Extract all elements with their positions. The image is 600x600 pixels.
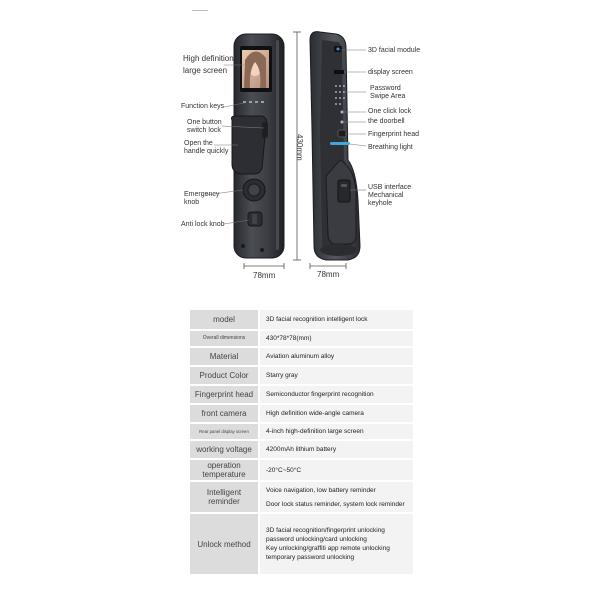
callout-password-line2: Swipe Area: [370, 93, 406, 100]
spec-table: [190, 310, 413, 576]
callout-facial-module: 3D facial module: [368, 47, 421, 54]
callout-one-button-line1: One button: [187, 119, 222, 126]
spec-row-dimensions: [190, 330, 413, 347]
spec-row-temperature: [190, 459, 413, 481]
spec-value: [259, 481, 413, 513]
callout-emergency-line1: Emergency: [184, 191, 220, 198]
callout-breathing-light: Breathing light: [368, 144, 413, 151]
spec-key: Overall dimensions: [190, 330, 259, 347]
callout-emergency-line2: knob: [184, 199, 200, 206]
callout-doorbell: the doorbell: [368, 118, 405, 125]
spec-key: Product Color: [190, 366, 259, 385]
spec-key: Material: [190, 347, 259, 366]
spec-value: [259, 513, 413, 575]
spec-value: High definition wide-angle camera: [259, 404, 413, 423]
dimension-height: 430mm: [295, 134, 304, 161]
spec-key: model: [190, 310, 259, 330]
callout-usb-line1: USB interface: [368, 184, 412, 191]
spec-value: 430*78*78(mm): [259, 330, 413, 347]
spec-key: Rear panel display screen: [190, 423, 259, 440]
callout-display-screen: display screen: [368, 69, 413, 76]
spec-value-line: password unlocking/card unlocking: [266, 536, 367, 543]
spec-key: front camera: [190, 404, 259, 423]
spec-value: Aviation aluminum alloy: [259, 347, 413, 366]
callout-usb-line3: keyhole: [368, 200, 393, 207]
spec-value: -20°C~50°C: [259, 459, 413, 481]
product-illustration: [0, 0, 600, 290]
dimension-width-front: 78mm: [253, 271, 276, 280]
callout-open-handle-line2: handle quickly: [184, 148, 229, 155]
callout-password-line1: Password: [370, 85, 401, 92]
rear-panel-lock: [232, 34, 285, 258]
spec-key: working voltage: [190, 440, 259, 459]
callout-one-button: [187, 119, 222, 135]
spec-value-line: Key unlocking/graffiti app remote unlocking: [266, 545, 390, 552]
spec-row-voltage: [190, 440, 413, 459]
callout-usb-keyhole: [368, 184, 411, 208]
dimension-width-side: 78mm: [317, 270, 340, 279]
callout-anti-lock-knob: Anti lock knob: [181, 221, 225, 228]
spec-row-display: [190, 423, 413, 440]
spec-row-model: [190, 310, 413, 330]
callout-usb-line2: Mechanical: [368, 192, 404, 199]
spec-value-line: 3D facial recognition/fingerprint unlocking: [266, 527, 385, 534]
spec-row-fingerprint: [190, 385, 413, 404]
callout-open-handle: [184, 140, 228, 156]
front-panel-lock: [310, 32, 360, 260]
spec-value: 4-inch high-definition large screen: [259, 423, 413, 440]
callout-open-handle-line1: Open the: [184, 140, 213, 147]
spec-key: Intelligent reminder: [190, 481, 259, 513]
spec-value: Semiconductor fingerprint recognition: [259, 385, 413, 404]
spec-value-line: Door lock status reminder, system lock reminder: [266, 500, 405, 508]
callout-emergency-knob: [184, 191, 219, 207]
callout-hd-screen-line1: High definition: [183, 54, 234, 63]
callout-function-keys: Function keys: [181, 103, 225, 110]
spec-key: Unlock method: [190, 513, 259, 575]
spec-row-unlock: [190, 513, 413, 575]
spec-row-color: [190, 366, 413, 385]
spec-row-reminder: [190, 481, 413, 513]
spec-row-camera: [190, 404, 413, 423]
callout-hd-screen-line2: large screen: [183, 66, 228, 75]
spec-value: 4200mAh lithium battery: [259, 440, 413, 459]
spec-value: 3D facial recognition intelligent lock: [259, 310, 413, 330]
spec-value: Starry gray: [259, 366, 413, 385]
spec-row-material: [190, 347, 413, 366]
callout-one-button-line2: switch lock: [187, 127, 221, 134]
callout-hd-screen: [183, 53, 234, 77]
callout-fingerprint-head: Fingerprint head: [368, 131, 419, 138]
spec-value-line: Voice navigation, low battery reminder: [266, 486, 376, 494]
spec-key: Fingerprint head: [190, 385, 259, 404]
callout-one-click-lock: One click lock: [368, 108, 412, 115]
callout-password-area: [370, 85, 405, 101]
spec-key: operation temperature: [190, 459, 259, 481]
breathing-light-icon: [330, 142, 350, 145]
spec-value-line: temporary password unlocking: [266, 554, 355, 561]
